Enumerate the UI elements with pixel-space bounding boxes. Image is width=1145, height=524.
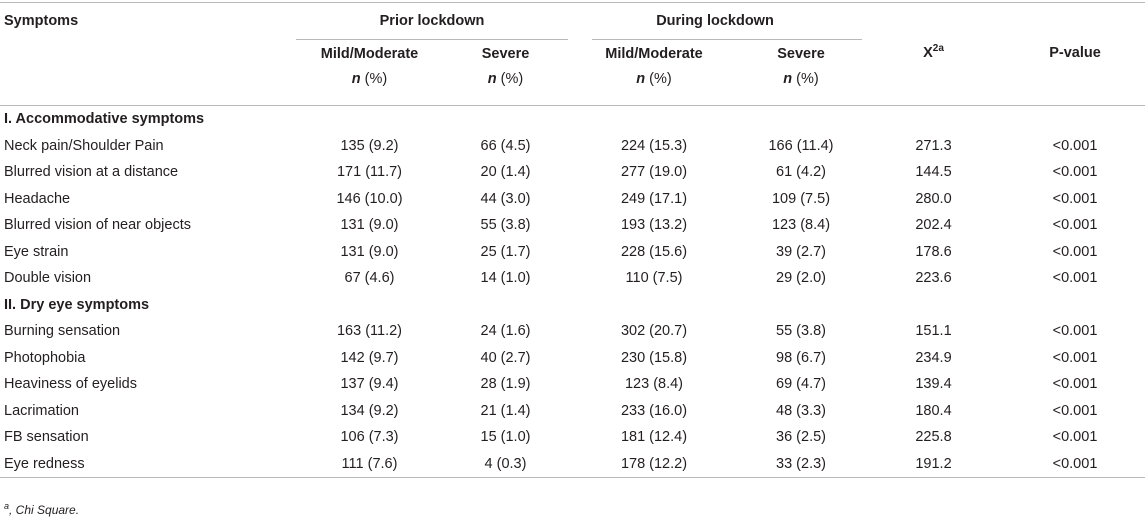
- cell-prior-severe: 14 (1.0): [480, 270, 531, 287]
- table-header: [0, 3, 1145, 106]
- header-prior-mild: Mild/Moderate: [320, 46, 419, 62]
- cell-during-mild: 302 (20.7): [620, 323, 688, 340]
- cell-during-severe: 98 (6.7): [776, 349, 826, 366]
- cell-chi: 151.1: [915, 323, 952, 340]
- cell-p: <0.001: [1052, 323, 1098, 340]
- cell-chi: 180.4: [915, 402, 952, 419]
- cell-prior-mild: 67 (4.6): [344, 270, 395, 287]
- cell-p: <0.001: [1052, 270, 1098, 287]
- header-prior-severe: Severe: [481, 46, 530, 62]
- cell-p: <0.001: [1052, 349, 1098, 366]
- header-n-pct: n (%): [568, 69, 740, 106]
- cell-p: <0.001: [1052, 217, 1098, 234]
- cell-prior-mild: 134 (9.2): [340, 402, 399, 419]
- cell-prior-mild: 111 (7.6): [296, 451, 443, 478]
- section-title: I. Accommodative symptoms: [4, 111, 205, 128]
- cell-prior-severe: 44 (3.0): [480, 190, 531, 207]
- cell-chi: 139.4: [915, 376, 952, 393]
- header-chi-square: $X^{2a}$: [862, 39, 1005, 106]
- cell-p: <0.001: [1052, 243, 1098, 260]
- cell-during-severe: 48 (3.3): [776, 402, 826, 419]
- cell-during-severe: 55 (3.8): [776, 323, 826, 340]
- table-row: [0, 371, 1145, 398]
- cell-p: <0.001: [1052, 376, 1098, 393]
- symptom-name: Lacrimation: [4, 402, 79, 419]
- cell-during-mild: 110 (7.5): [625, 270, 683, 287]
- table-row: [0, 265, 1145, 292]
- cell-prior-severe: 28 (1.9): [480, 376, 531, 393]
- table-row: [0, 318, 1145, 345]
- header-n-pct: n (%): [740, 69, 862, 106]
- header-symptoms: Symptoms: [4, 13, 79, 29]
- symptom-name: FB sensation: [4, 429, 89, 446]
- cell-prior-mild: 163 (11.2): [336, 323, 403, 340]
- cell-during-mild: 228 (15.6): [620, 243, 688, 260]
- symptom-name: Burning sensation: [4, 323, 121, 340]
- cell-prior-mild: 146 (10.0): [336, 190, 403, 207]
- symptom-name: Heaviness of eyelids: [4, 376, 137, 393]
- cell-during-mild: 123 (8.4): [624, 376, 684, 393]
- cell-during-mild: 178 (12.2): [568, 451, 740, 478]
- cell-during-mild: 277 (19.0): [620, 164, 688, 181]
- footnote: $^a$, Chi Square.: [4, 501, 80, 517]
- table-row: [0, 345, 1145, 372]
- header-during-severe: Severe: [777, 46, 825, 62]
- cell-p: <0.001: [1005, 451, 1145, 478]
- header-n-pct: n (%): [443, 69, 568, 106]
- cell-prior-mild: 135 (9.2): [340, 137, 399, 154]
- symptom-name: Blurred vision of near objects: [4, 217, 191, 234]
- symptom-name: Blurred vision at a distance: [4, 164, 179, 181]
- cell-during-severe: 166 (11.4): [768, 137, 834, 154]
- cell-during-mild: 193 (13.2): [620, 217, 688, 234]
- cell-prior-severe: 4 (0.3): [443, 451, 568, 478]
- cell-chi: 280.0: [915, 190, 952, 207]
- cell-during-severe: 39 (2.7): [776, 243, 826, 260]
- cell-p: <0.001: [1052, 137, 1098, 154]
- symptom-name: Headache: [4, 190, 71, 207]
- table-row: [0, 133, 1145, 160]
- table-row: [0, 239, 1145, 266]
- during-lockdown-rule: [592, 39, 862, 40]
- cell-during-severe: 109 (7.5): [771, 190, 831, 207]
- symptom-name: Neck pain/Shoulder Pain: [4, 137, 164, 154]
- cell-chi: 271.3: [915, 137, 952, 154]
- cell-prior-severe: 20 (1.4): [480, 164, 531, 181]
- cell-during-severe: 123 (8.4): [771, 217, 831, 234]
- cell-prior-severe: 40 (2.7): [480, 349, 531, 366]
- cell-prior-mild: 131 (9.0): [340, 217, 399, 234]
- header-during-lockdown: During lockdown: [656, 13, 774, 29]
- cell-during-mild: 230 (15.8): [620, 349, 688, 366]
- cell-prior-mild: 142 (9.7): [340, 349, 399, 366]
- section-title: II. Dry eye symptoms: [4, 296, 150, 313]
- cell-chi: 178.6: [915, 243, 952, 260]
- cell-chi: 191.2: [862, 451, 1005, 478]
- cell-prior-severe: 15 (1.0): [480, 429, 531, 446]
- cell-chi: 225.8: [915, 429, 952, 446]
- prior-lockdown-rule: [296, 39, 568, 40]
- symptoms-table: [0, 2, 1145, 478]
- cell-prior-severe: 55 (3.8): [480, 217, 531, 234]
- symptom-name: Double vision: [4, 270, 92, 287]
- cell-p: <0.001: [1052, 190, 1098, 207]
- header-n-pct: n (%): [296, 69, 443, 106]
- table-row: [0, 159, 1145, 186]
- symptom-name: Photophobia: [4, 349, 86, 366]
- cell-p: <0.001: [1052, 164, 1098, 181]
- cell-chi: 234.9: [915, 349, 952, 366]
- cell-during-severe: 61 (4.2): [776, 164, 826, 181]
- cell-during-severe: 69 (4.7): [776, 376, 826, 393]
- cell-during-severe: 36 (2.5): [776, 429, 826, 446]
- cell-during-mild: 181 (12.4): [620, 429, 688, 446]
- header-prior-lockdown: Prior lockdown: [379, 13, 485, 29]
- section-row: [0, 106, 1145, 133]
- header-during-mild: Mild/Moderate: [605, 46, 703, 62]
- cell-prior-mild: 171 (11.7): [336, 164, 403, 181]
- table-row: [0, 451, 1145, 478]
- cell-prior-severe: 24 (1.6): [480, 323, 531, 340]
- cell-during-mild: 249 (17.1): [620, 190, 688, 207]
- table-body: [0, 106, 1145, 478]
- cell-chi: 202.4: [915, 217, 952, 234]
- table-row: [0, 398, 1145, 425]
- cell-chi: 223.6: [915, 270, 952, 287]
- table-row: [0, 424, 1145, 451]
- cell-prior-mild: 131 (9.0): [340, 243, 399, 260]
- cell-prior-severe: 21 (1.4): [480, 402, 531, 419]
- cell-during-mild: 224 (15.3): [620, 137, 688, 154]
- cell-prior-mild: 106 (7.3): [340, 429, 399, 446]
- cell-p: <0.001: [1052, 429, 1098, 446]
- section-row: [0, 292, 1145, 319]
- cell-prior-severe: 25 (1.7): [480, 243, 531, 260]
- symptom-name: Eye strain: [4, 243, 69, 260]
- cell-during-severe: 29 (2.0): [776, 270, 826, 287]
- cell-p: <0.001: [1052, 402, 1098, 419]
- cell-during-severe: 33 (2.3): [740, 451, 862, 478]
- symptom-name: Eye redness: [0, 451, 296, 478]
- table-row: [0, 212, 1145, 239]
- header-p-value: P-value: [1005, 39, 1145, 106]
- table-row: [0, 186, 1145, 213]
- cell-during-mild: 233 (16.0): [620, 402, 688, 419]
- cell-prior-mild: 137 (9.4): [340, 376, 399, 393]
- cell-chi: 144.5: [915, 164, 952, 181]
- cell-prior-severe: 66 (4.5): [480, 137, 531, 154]
